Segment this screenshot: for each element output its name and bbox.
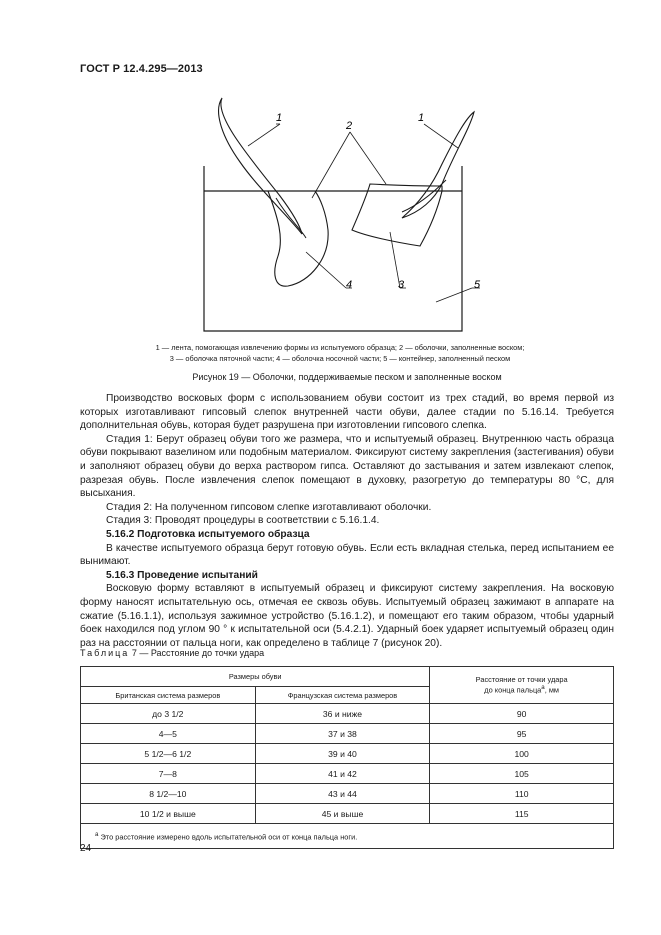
paragraph: В качестве испытуемого образца берут готовую обувь. Если есть вкладная стелька, перед испытанием ее вынимают.: [80, 542, 614, 568]
header-distance: [430, 667, 614, 704]
table-caption: [80, 648, 264, 658]
paragraph: Восковую форму вставляют в испытуемый образец и фиксируют систему закрепления. На восковую форму наносят испытательную ось, отмечая ее сквозь обувь. Испытуемый образец зажимают в аппарате на сжатие (5.16.1.1), используя зажимное устройство (5.16.1.2), и помещают его таким образом, чтобы ударный боек находился под углом 90 ° к испытательной оси (5.4.2.1). Ударный боек ударяет испытуемый образец один раз на расстоянии от пальца ноги, как определено в таблице 7 (рисунок 20).: [80, 583, 614, 649]
cell-french: 37 и 38: [255, 724, 430, 744]
figure-legend: [100, 342, 580, 364]
table-row: [81, 724, 614, 744]
cell-british: 7—8: [81, 764, 256, 784]
cell-distance: 100: [430, 744, 614, 764]
footnote-text: Это расстояние измерено вдоль испытательной оси от конца пальца ноги.: [98, 832, 358, 842]
cell-british: до 3 1/2: [81, 704, 256, 724]
right-tape: [402, 112, 474, 218]
table-row: [81, 784, 614, 804]
right-tape-inner: [402, 180, 446, 212]
figure-label-4: 4: [346, 279, 353, 291]
header-distance-line-1: Расстояние от точки удара: [475, 675, 568, 685]
header-shoe-sizes: Размеры обуви: [81, 667, 430, 687]
body-text: [80, 392, 614, 650]
toe-shell-inner: [276, 198, 306, 238]
figure-legend-line-1: 1 — лента, помогающая извлечению формы из испытуемого образца; 2 — оболочки, заполненные воском;: [155, 343, 525, 352]
cell-french: 45 и выше: [255, 804, 430, 824]
figure-label-1-left: 1: [276, 112, 283, 124]
paragraph: Стадия 2: На полученном гипсовом слепке изготавливают оболочки.: [106, 501, 432, 513]
header-british: Британская система размеров: [81, 687, 256, 704]
table-row: [81, 704, 614, 724]
cell-distance: 95: [430, 724, 614, 744]
table-footnote: [81, 824, 614, 849]
distance-table: [80, 666, 614, 849]
cell-british: 10 1/2 и выше: [81, 804, 256, 824]
figure-label-5: 5: [474, 279, 481, 291]
header-distance-footnote-mark: а: [541, 684, 545, 692]
cell-british: 8 1/2—10: [81, 784, 256, 804]
figure-label-1-right: 1: [418, 112, 425, 124]
figure-19-drawing: [180, 88, 510, 348]
header-french: Французская система размеров: [255, 687, 430, 704]
figure-label-2: 2: [346, 120, 353, 132]
cell-distance: 105: [430, 764, 614, 784]
cell-french: 43 и 44: [255, 784, 430, 804]
cell-french: 41 и 42: [255, 764, 430, 784]
table-caption-rest: 7 — Расстояние до точки удара: [131, 648, 265, 658]
header-distance-unit: , мм: [544, 685, 560, 695]
paragraph: Производство восковых форм с использованием обуви состоит из трех стадий, во время первой из которых изготавливают гипсовый слепок внутренней части обуви, далее стадии по 5.16.14. Требуется дополнительная обувь, которая будет разрушена при изготовлении гипсового слепка.: [80, 393, 614, 432]
paragraph: Стадия 3: Проводят процедуры в соответствии с 5.16.1.4.: [106, 515, 380, 527]
table-row: [81, 804, 614, 824]
cell-distance: 110: [430, 784, 614, 804]
cell-french: 36 и ниже: [255, 704, 430, 724]
cell-distance: 90: [430, 704, 614, 724]
section-heading: 5.16.2 Подготовка испытуемого образца: [106, 528, 310, 540]
paragraph: Стадия 1: Берут образец обуви того же размера, что и испытуемый образец. Внутреннюю часть образца обуви покрывают вазелином или подобным материалом. Фиксируют систему закрепления (застегивания) обуви и заполняют образец обуви до верха раствором гипса. Оставляют до застывания и затем извлекают слепок, разрезая обувь. После извлечения слепок помещают в духовку, разогретую до температуры 80 °С, для высыхания.: [80, 433, 614, 500]
cell-british: 4—5: [81, 724, 256, 744]
standard-header: ГОСТ Р 12.4.295—2013: [80, 63, 203, 75]
table-row: [81, 764, 614, 784]
cell-british: 5 1/2—6 1/2: [81, 744, 256, 764]
page-number: 24: [80, 843, 92, 854]
table-row: [81, 744, 614, 764]
section-heading: 5.16.3 Проведение испытаний: [106, 569, 258, 581]
header-distance-line-2: до конца пальца: [484, 685, 542, 695]
heel-shell: [352, 184, 442, 246]
footnote-mark: а: [95, 830, 99, 838]
figure-label-3: 3: [398, 279, 405, 291]
table-caption-word: Таблица: [80, 648, 130, 658]
figure-title: Рисунок 19 — Оболочки, поддерживаемые песком и заполненные воском: [192, 372, 502, 382]
figure-legend-line-2: 3 — оболочка пяточной части; 4 — оболочка носочной части; 5 — контейнер, заполненный песком: [169, 354, 511, 363]
cell-distance: 115: [430, 804, 614, 824]
left-tape: [219, 98, 302, 234]
cell-french: 39 и 40: [255, 744, 430, 764]
